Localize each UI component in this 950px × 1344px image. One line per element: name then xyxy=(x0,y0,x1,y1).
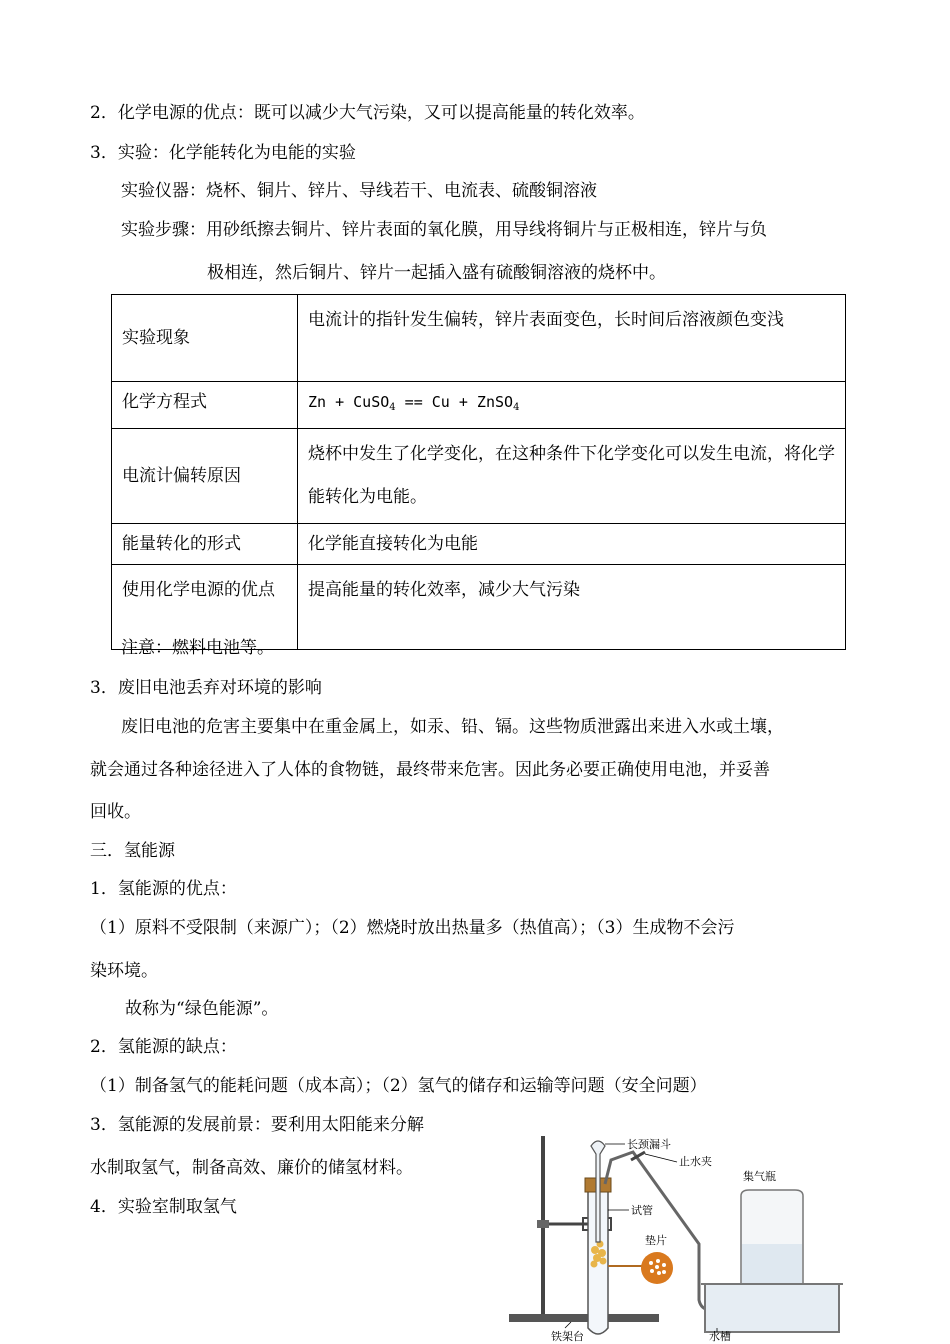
equation-subscript: 4 xyxy=(513,402,520,413)
paragraph-h-advantages-2: 染环境。 xyxy=(90,961,158,981)
paragraph-h-green: 故称为“绿色能源”。 xyxy=(125,999,279,1019)
table-row xyxy=(112,524,846,565)
label-funnel: 长颈漏斗 xyxy=(627,1138,671,1151)
paragraph-h-disadvantages: 2．氢能源的缺点： xyxy=(90,1037,237,1057)
label-clamp: 止水夹 xyxy=(679,1155,712,1168)
table-value: 电流计的指针发生偏转，锌片表面变色，长时间后溶液颜色变浅 xyxy=(298,295,846,382)
table-key: 实验现象 xyxy=(112,295,298,382)
label-bottle: 集气瓶 xyxy=(743,1170,776,1183)
table-row xyxy=(112,429,846,524)
equation-subscript: 4 xyxy=(389,402,396,413)
note-text: 注意：燃料电池等。 xyxy=(121,638,274,658)
table-key: 使用化学电源的优点 xyxy=(112,565,298,650)
equation-part: == Cu + ZnSO xyxy=(395,393,514,411)
paragraph-steps-2: 极相连，然后铜片、锌片一起插入盛有硫酸铜溶液的烧杯中。 xyxy=(207,263,666,283)
paragraph-h-prospects-2: 水制取氢气，制备高效、廉价的储氢材料。 xyxy=(90,1158,413,1178)
stand-base xyxy=(509,1314,659,1322)
label-stand: 铁架台 xyxy=(551,1330,584,1343)
label-trough: 水槽 xyxy=(709,1330,731,1343)
delivery-tube xyxy=(605,1152,719,1310)
paragraph-h-advantages: 1．氢能源的优点： xyxy=(90,879,237,899)
table-key: 能量转化的形式 xyxy=(112,524,298,565)
table-row xyxy=(112,295,846,382)
water-trough xyxy=(705,1284,839,1332)
paragraph-battery-heading: 3．废旧电池丢弃对环境的影响 xyxy=(90,678,322,698)
hydrogen-apparatus-diagram xyxy=(505,1132,875,1344)
table-key: 化学方程式 xyxy=(112,382,298,429)
label-pad: 垫片 xyxy=(645,1234,667,1247)
paragraph-h-prospects-1: 3．氢能源的发展前景：要利用太阳能来分解 xyxy=(90,1115,424,1135)
table-value: 化学能直接转化为电能 xyxy=(298,524,846,565)
paragraph-experiment-heading: 3．实验：化学能转化为电能的实验 xyxy=(90,143,356,163)
equation-part: Zn + CuSO xyxy=(308,393,390,411)
experiment-table xyxy=(111,294,846,650)
paragraph-advantage: 2．化学电源的优点：既可以减少大气污染，又可以提高能量的转化效率。 xyxy=(90,103,645,123)
table-row xyxy=(112,382,846,429)
table-key: 电流计偏转原因 xyxy=(112,429,298,524)
table-value: 烧杯中发生了化学变化，在这种条件下化学变化可以发生电流，将化学能转化为电能。 xyxy=(298,429,846,524)
paragraph-h-disadvantages-1: （1）制备氢气的能耗问题（成本高）；（2）氢气的储存和运输等问题（安全问题） xyxy=(90,1076,707,1096)
label-tube: 试管 xyxy=(631,1204,653,1217)
paragraph-battery-1: 废旧电池的危害主要集中在重金属上，如汞、铅、镉。这些物质泄露出来进入水或土壤， xyxy=(121,717,784,737)
table-value: 提高能量的转化效率，减少大气污染 xyxy=(298,565,846,650)
table-value-equation xyxy=(298,382,846,429)
paragraph-battery-3: 回收。 xyxy=(90,802,141,822)
section-heading-hydrogen: 三．氢能源 xyxy=(90,841,175,861)
paragraph-apparatus: 实验仪器：烧杯、铜片、锌片、导线若干、电流表、硫酸铜溶液 xyxy=(121,181,597,201)
paragraph-h-advantages-1: （1）原料不受限制（来源广）；（2）燃烧时放出热量多（热值高）；（3）生成物不会污 xyxy=(90,918,735,938)
paragraph-steps-1: 实验步骤：用砂纸擦去铜片、锌片表面的氧化膜，用导线将铜片与正极相连，锌片与负 xyxy=(121,220,767,240)
paragraph-h-lab: 4．实验室制取氢气 xyxy=(90,1197,237,1217)
paragraph-battery-2: 就会通过各种途径进入了人体的食物链，最终带来危害。因此务必要正确使用电池，并妥善 xyxy=(90,760,770,780)
